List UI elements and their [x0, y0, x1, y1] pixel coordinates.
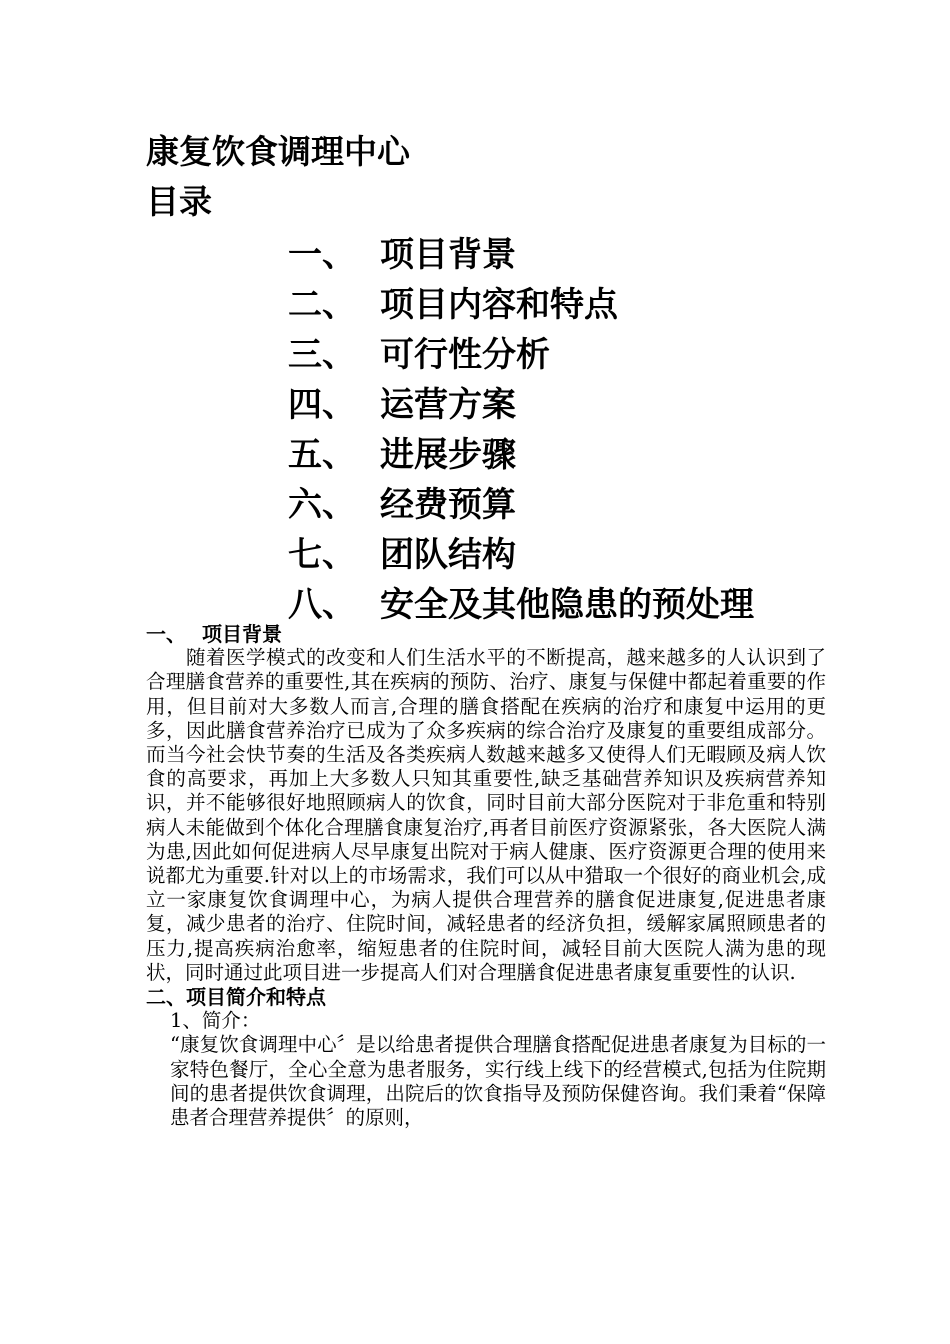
toc-item-label: 团队结构 [380, 534, 516, 575]
background-paragraph: 随着医学模式的改变和人们生活水平的不断提高，越来越多的人认识到了合理膳食营养的重要性,其在疾病的预防、治疗、康复与保健中都起着重要的作用，但目前对大多数人而言,合理的膳食搭配在疾病的治疗和康复中运用的更多，因此膳食营养治疗已成为了众多疾病的综合治疗及康复的重要组成部分。而当今社会快节奏的生活及各类疾病人数越来越多又使得人们无暇顾及病人饮食的高要求，再加上大多数人只知其重要性,缺乏基础营养知识及疾病营养知识，并不能够很好地照顾病人的饮食，同时目前大部分医院对于非危重和特别病人未能做到个体化合理膳食康复治疗,再者目前医疗资源紧张，各大医院人满为患,因此如何促进病人尽早康复出院对于病人健康、医疗资源更合理的使用来说都尤为重要.针对以上的市场需求，我们可以从中猎取一个很好的商业机会,成立一家康复饮食调理中心，为病人提供合理营养的膳食促进康复,促进患者康复，减少患者的治疗、住院时间，减轻患者的经济负担，缓解家属照顾患者的压力,提高疾病治愈率，缩短患者的住院时间，减轻目前大医院人满为患的现状，同时通过此项目进一步提高人们对合理膳食促进患者康复重要性的认识. [146, 646, 826, 984]
intro-paragraph: “康复饮食调理中心〞是以给患者提供合理膳食搭配促进患者康复为目标的一家特色餐厅，全心全意为患者服务，实行线上线下的经营模式,包括为住院期间的患者提供饮食调理，出院后的饮食指导及预防保健咨询。我们秉着“保障患者合理营养提供〞的原则， [170, 1033, 826, 1130]
toc-item-label: 项目内容和特点 [380, 284, 618, 325]
toc-item-label: 项目背景 [380, 234, 516, 275]
toc-item-number: 八、 [288, 584, 356, 625]
toc-item-number: 四、 [288, 384, 356, 425]
toc-item-label: 进展步骤 [380, 434, 516, 475]
toc-item [288, 526, 754, 576]
section-heading-intro: 二、项目简介和特点 [146, 985, 326, 1010]
toc-item-label: 安全及其他隐患的预处理 [380, 584, 754, 625]
toc-item-label: 经费预算 [380, 484, 516, 525]
toc-item-label: 运营方案 [380, 384, 516, 425]
toc-item [288, 576, 754, 626]
toc-item [288, 426, 754, 476]
toc-item-number: 六、 [288, 484, 356, 525]
toc-item [288, 226, 754, 276]
toc-item-number: 七、 [288, 534, 356, 575]
section-heading-background [146, 622, 826, 646]
toc-item-number: 二、 [288, 284, 356, 325]
toc-item [288, 476, 754, 526]
section-title: 项目背景 [202, 622, 282, 646]
toc-item [288, 276, 754, 326]
toc-item [288, 376, 754, 426]
subsection-heading-intro: 1、简介： [170, 1009, 261, 1033]
toc-item-number: 一、 [288, 234, 356, 275]
toc-heading: 目录 [146, 182, 212, 221]
section-number: 一、 [146, 622, 186, 646]
toc-item-number: 三、 [288, 334, 356, 375]
document-body [146, 622, 826, 1130]
toc-item [288, 326, 754, 376]
toc-item-label: 可行性分析 [380, 334, 550, 375]
document-title: 康复饮食调理中心 [146, 132, 410, 171]
table-of-contents [288, 226, 754, 626]
toc-item-number: 五、 [288, 434, 356, 475]
